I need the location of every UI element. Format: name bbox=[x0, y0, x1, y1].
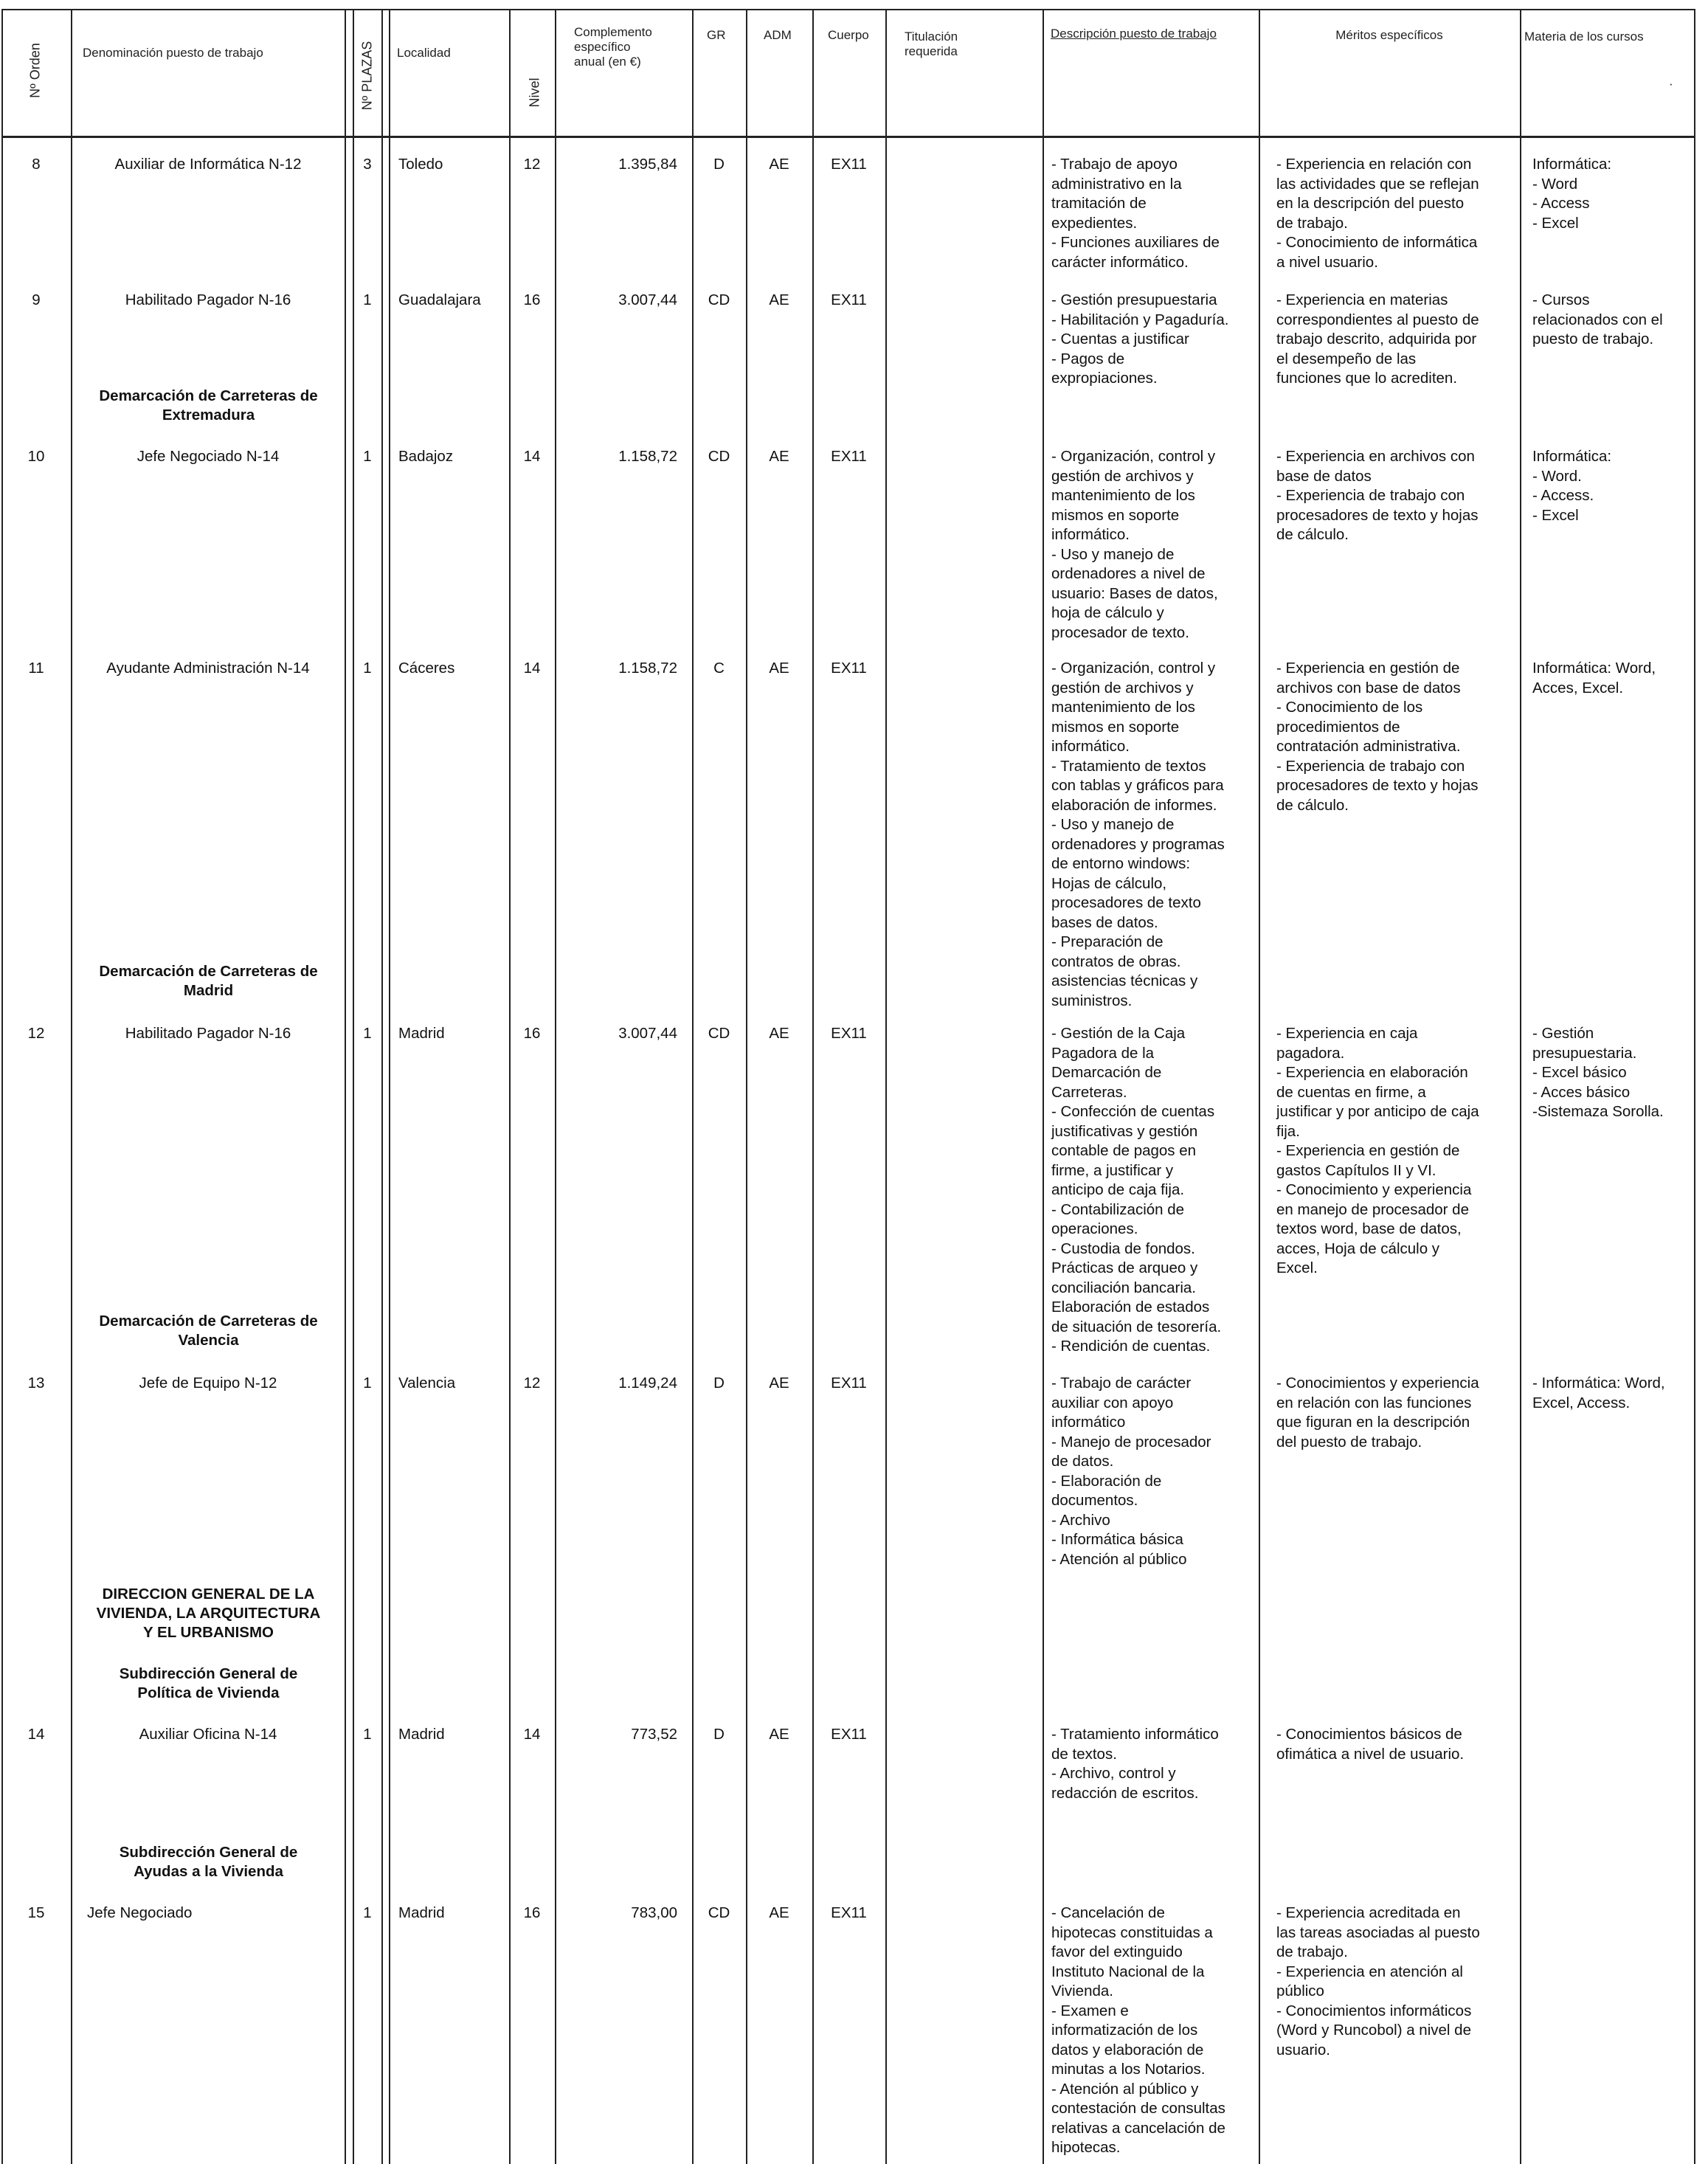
col-line bbox=[345, 9, 346, 2164]
col-line bbox=[389, 9, 390, 2164]
row-meritos: - Conocimientos básicos de ofimática a nivel de usuario. bbox=[1276, 1726, 1465, 1763]
row-orden: 11 bbox=[28, 660, 44, 677]
row-orden: 12 bbox=[27, 1025, 45, 1042]
header-meritos: Méritos específicos bbox=[1335, 28, 1443, 42]
row-orden: 9 bbox=[32, 291, 41, 308]
row-orden: 13 bbox=[27, 1375, 45, 1392]
row-meritos: - Experiencia en caja pagadora. - Experiencia en elaboración de cuentas en firme, a justificar y por anticipo de caja fija. - Experiencia en gestión de gastos Capítulos II y VI. - Conocimiento y experiencia en manejo de procesador de textos word, base de datos, acces, Hoja de cálculo y Excel. bbox=[1276, 1025, 1479, 1276]
row-orden: 10 bbox=[27, 448, 45, 465]
header-denominacion: Denominación puesto de trabajo bbox=[83, 46, 263, 60]
row-adm: AE bbox=[769, 1375, 789, 1392]
row-denominacion: Habilitado Pagador N-16 bbox=[125, 291, 291, 308]
row-descripcion: - Tratamiento informático de textos. - Archivo, control y redacción de escritos. bbox=[1051, 1726, 1219, 1802]
row-complemento: 3.007,44 bbox=[618, 1025, 677, 1042]
col-line bbox=[692, 9, 694, 2164]
row-orden: 15 bbox=[27, 1904, 45, 1921]
col-line bbox=[71, 9, 72, 2164]
row-materia: Informática: - Word. - Access. - Excel bbox=[1532, 448, 1612, 524]
row-meritos: - Conocimientos y experiencia en relación con las funciones que figuran en la descripción del puesto de trabajo. bbox=[1276, 1375, 1479, 1451]
row-adm: AE bbox=[769, 448, 789, 465]
header-orden: Nº Orden bbox=[27, 43, 43, 98]
row-descripcion: - Cancelación de hipotecas constituidas a favor del extinguido Instituto Nacional de la Vivienda. - Examen e informatización de los datos y elaboración de minutas a los Notarios. - Atención al público y contestación de consultas relativas a cancelación de hipotecas. bbox=[1051, 1904, 1225, 2156]
row-adm: AE bbox=[769, 156, 789, 173]
row-meritos: - Experiencia en materias correspondientes al puesto de trabajo descrito, adquirida por el desempeño de las funciones que lo acrediten. bbox=[1276, 291, 1479, 387]
row-adm: AE bbox=[769, 1726, 789, 1743]
row-meritos: - Experiencia en archivos con base de datos - Experiencia de trabajo con procesadores de texto y hojas de cálculo. bbox=[1276, 448, 1479, 543]
row-orden: 8 bbox=[32, 156, 41, 173]
row-plazas: 1 bbox=[363, 291, 372, 308]
row-nivel: 14 bbox=[523, 660, 541, 677]
row-descripcion: - Trabajo de apoyo administrativo en la tramitación de expedientes. - Funciones auxiliares de carácter informático. bbox=[1051, 156, 1220, 271]
row-gr: CD bbox=[708, 1904, 730, 1921]
header-bottom-border bbox=[1, 136, 1695, 138]
col-line bbox=[509, 9, 511, 2164]
row-nivel: 16 bbox=[523, 1904, 541, 1921]
col-line bbox=[812, 9, 814, 2164]
row-denominacion: Jefe de Equipo N-12 bbox=[139, 1375, 277, 1392]
row-plazas: 1 bbox=[363, 1025, 372, 1042]
row-plazas: 1 bbox=[363, 1726, 372, 1743]
col-line bbox=[1, 9, 3, 2164]
row-descripcion: - Organización, control y gestión de archivos y mantenimiento de los mismos en soporte informático. - Uso y manejo de ordenadores a nivel de usuario: Bases de datos, hoja de cálculo y procesador de texto. bbox=[1051, 448, 1218, 641]
header-complemento: Complemento específico anual (en €) bbox=[574, 25, 652, 69]
section-valencia: Demarcación de Carreteras de Valencia bbox=[99, 1313, 318, 1349]
row-localidad: Madrid bbox=[398, 1025, 445, 1042]
header-localidad: Localidad bbox=[397, 46, 451, 60]
row-nivel: 12 bbox=[523, 1375, 541, 1392]
row-meritos: - Experiencia acreditada en las tareas asociadas al puesto de trabajo. - Experiencia en atención al público - Conocimientos informáticos (Word y Runcobol) a nivel de usuario. bbox=[1276, 1904, 1480, 2058]
row-nivel: 12 bbox=[523, 156, 541, 173]
row-gr: D bbox=[713, 156, 725, 173]
row-denominacion: Auxiliar Oficina N-14 bbox=[139, 1726, 277, 1743]
header-titulacion: Titulación requerida bbox=[905, 30, 958, 58]
col-line bbox=[381, 9, 383, 2164]
row-denominacion: Habilitado Pagador N-16 bbox=[125, 1025, 291, 1042]
row-descripcion: - Gestión de la Caja Pagadora de la Demarcación de Carreteras. - Confección de cuentas justificativas y gestión contable de pagos en firme, a justificar y anticipo de caja fija. - Contabilización de operaciones. - Custodia de fondos. Prácticas de arqueo y conciliación bancaria. Elaboración de estados de situación de tesorería. - Rendición de cuentas. bbox=[1051, 1025, 1222, 1355]
row-adm: AE bbox=[769, 1904, 789, 1921]
row-materia: - Gestión presupuestaria. - Excel básico - Acces básico -Sistemaza Sorolla. bbox=[1532, 1025, 1664, 1120]
row-materia: - Cursos relacionados con el puesto de trabajo. bbox=[1532, 291, 1663, 348]
section-madrid: Demarcación de Carreteras de Madrid bbox=[99, 963, 318, 999]
row-gr: CD bbox=[708, 291, 730, 308]
row-materia: Informática: Word, Acces, Excel. bbox=[1532, 660, 1656, 696]
row-gr: C bbox=[713, 660, 725, 677]
row-descripcion: - Gestión presupuestaria - Habilitación y Pagaduría. - Cuentas a justificar - Pagos de expropiaciones. bbox=[1051, 291, 1229, 387]
col-line bbox=[1043, 9, 1044, 2164]
row-cuerpo: EX11 bbox=[831, 291, 867, 308]
header-nivel: Nivel bbox=[527, 77, 542, 108]
row-nivel: 14 bbox=[523, 448, 541, 465]
row-plazas: 1 bbox=[363, 1904, 372, 1921]
row-gr: CD bbox=[708, 1025, 730, 1042]
row-cuerpo: EX11 bbox=[831, 1375, 867, 1392]
row-plazas: 1 bbox=[363, 660, 372, 677]
row-localidad: Cáceres bbox=[398, 660, 455, 677]
header-materia: Materia de los cursos bbox=[1524, 30, 1644, 44]
row-gr: D bbox=[713, 1375, 725, 1392]
section-sg-politica: Subdirección General de Política de Vivienda bbox=[119, 1665, 298, 1701]
section-extremadura: Demarcación de Carreteras de Extremadura bbox=[99, 387, 318, 424]
row-complemento: 1.158,72 bbox=[618, 448, 677, 465]
row-nivel: 16 bbox=[523, 1025, 541, 1042]
row-adm: AE bbox=[769, 291, 789, 308]
row-denominacion: Jefe Negociado bbox=[87, 1904, 193, 1921]
row-plazas: 1 bbox=[363, 1375, 372, 1392]
col-line bbox=[353, 9, 354, 2164]
row-localidad: Valencia bbox=[398, 1375, 456, 1392]
header-gr: GR bbox=[707, 28, 726, 42]
header-plazas: Nº PLAZAS bbox=[359, 41, 375, 111]
row-gr: CD bbox=[708, 448, 730, 465]
row-plazas: 3 bbox=[363, 156, 372, 173]
row-nivel: 14 bbox=[523, 1726, 541, 1743]
row-complemento: 783,00 bbox=[631, 1904, 677, 1921]
table-top-border bbox=[1, 9, 1695, 10]
col-line bbox=[885, 9, 887, 2164]
row-complemento: 3.007,44 bbox=[618, 291, 677, 308]
header-cuerpo: Cuerpo bbox=[828, 28, 869, 42]
row-denominacion: Auxiliar de Informática N-12 bbox=[114, 156, 302, 173]
row-adm: AE bbox=[769, 1025, 789, 1042]
col-line bbox=[746, 9, 747, 2164]
row-nivel: 16 bbox=[523, 291, 541, 308]
row-complemento: 1.149,24 bbox=[618, 1375, 677, 1392]
row-denominacion: Jefe Negociado N-14 bbox=[136, 448, 280, 465]
row-descripcion: - Organización, control y gestión de archivos y mantenimiento de los mismos en soporte informático. - Tratamiento de textos con tablas y gráficos para elaboración de informes. - Uso y manejo de ordenadores y programas de entorno windows: Hojas de cálculo, procesadores de texto bases de datos. - Preparación de contratos de obras. asistencias técnicas y suministros. bbox=[1051, 660, 1225, 1009]
row-adm: AE bbox=[769, 660, 789, 677]
row-orden: 14 bbox=[27, 1726, 45, 1743]
col-line bbox=[555, 9, 556, 2164]
header-descripcion: Descripción puesto de trabajo bbox=[1051, 27, 1217, 41]
row-descripcion: - Trabajo de carácter auxiliar con apoyo informático - Manejo de procesador de datos. - Elaboración de documentos. - Archivo - Informática básica - Atención al público bbox=[1051, 1375, 1211, 1568]
section-sg-ayudas: Subdirección General de Ayudas a la Vivienda bbox=[119, 1844, 298, 1880]
row-denominacion: Ayudante Administración N-14 bbox=[106, 660, 310, 677]
row-materia: - Informática: Word, Excel, Access. bbox=[1532, 1375, 1665, 1411]
row-localidad: Badajoz bbox=[398, 448, 454, 465]
row-gr: D bbox=[713, 1726, 725, 1743]
section-direccion-general: DIRECCION GENERAL DE LA VIVIENDA, LA ARQUITECTURA Y EL URBANISMO bbox=[96, 1586, 321, 1641]
row-localidad: Toledo bbox=[398, 156, 443, 173]
header-adm: ADM bbox=[764, 28, 792, 42]
row-meritos: - Experiencia en gestión de archivos con base de datos - Conocimiento de los procedimientos de contratación administrativa. - Experiencia de trabajo con procesadores de texto y hojas de cálculo. bbox=[1276, 660, 1479, 814]
row-localidad: Madrid bbox=[398, 1726, 445, 1743]
header-mark: · bbox=[1669, 77, 1673, 91]
row-cuerpo: EX11 bbox=[831, 156, 867, 173]
row-cuerpo: EX11 bbox=[831, 660, 867, 677]
row-localidad: Guadalajara bbox=[398, 291, 481, 308]
row-cuerpo: EX11 bbox=[831, 1025, 867, 1042]
row-complemento: 1.395,84 bbox=[618, 156, 677, 173]
row-cuerpo: EX11 bbox=[831, 1726, 867, 1743]
row-plazas: 1 bbox=[363, 448, 372, 465]
row-cuerpo: EX11 bbox=[831, 1904, 867, 1921]
row-meritos: - Experiencia en relación con las actividades que se reflejan en la descripción del puesto de trabajo. - Conocimiento de informática a nivel usuario. bbox=[1276, 156, 1479, 271]
row-localidad: Madrid bbox=[398, 1904, 445, 1921]
row-complemento: 1.158,72 bbox=[618, 660, 677, 677]
row-cuerpo: EX11 bbox=[831, 448, 867, 465]
col-line bbox=[1520, 9, 1521, 2164]
row-materia: Informática: - Word - Access - Excel bbox=[1532, 156, 1612, 232]
row-complemento: 773,52 bbox=[631, 1726, 677, 1743]
